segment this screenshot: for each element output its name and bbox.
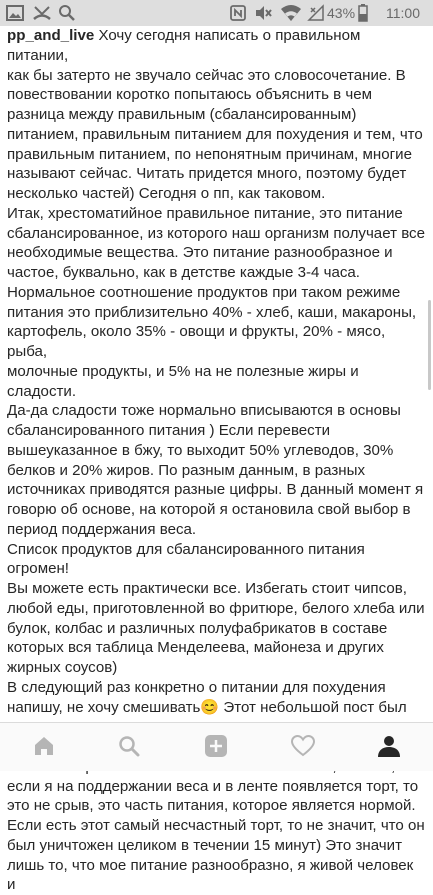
caption-line: это не срыв, это часть питания, которое является нормой. — [7, 796, 425, 816]
caption-line: булок, колбас и различных полуфабрикатов в составе — [7, 619, 425, 639]
post-caption — [7, 26, 425, 716]
caption-line: Да-да сладости тоже нормально вписываются в основы — [7, 401, 425, 421]
caption-line: разница между правильным (сбалансированным) — [7, 105, 425, 125]
battery-icon — [357, 4, 369, 22]
caption-line: повествовании коротко попытаюсь объяснить в чем — [7, 85, 425, 105]
caption-line: белков и 20% жиров. По разным данным, в разных — [7, 461, 425, 481]
caption-line: если я на поддержании веса и в ленте появляется торт, то — [7, 777, 425, 797]
profile-icon[interactable] — [374, 731, 404, 761]
clock: 11:00 — [386, 5, 420, 21]
home-icon[interactable] — [29, 731, 59, 761]
caption-line: pp_and_live Хочу сегодня написать о правильном питании, — [7, 26, 425, 66]
caption-line: Список продуктов для сбалансированного питания огромен! — [7, 540, 425, 580]
caption-line: частое, буквально, как в детстве каждые 3-4 часа. — [7, 263, 425, 283]
caption-line: питания это приблизительно 40% - хлеб, каши, макароны, — [7, 303, 425, 323]
status-bar — [0, 0, 433, 26]
heart-icon[interactable] — [288, 731, 318, 761]
add-post-icon[interactable] — [201, 731, 231, 761]
caption-line: которых вся таблица Менделеева, майонеза и других — [7, 638, 425, 658]
username[interactable]: pp_and_live — [7, 27, 94, 44]
caption-line: В следующий раз конкретно о питании для похудения — [7, 678, 425, 698]
mute-icon — [254, 4, 272, 22]
caption-line: картофель, около 35% - овощи и фрукты, 20% - мясо, рыба, — [7, 322, 425, 362]
caption-line: называют сейчас. Читать придется много, поэтому будет — [7, 164, 425, 184]
caption-line: необходимые вещества. Это питание разнообразное и — [7, 243, 425, 263]
caption-line: источниках приводятся разные цифры. В данный момент я — [7, 480, 425, 500]
caption-line: напишу, не хочу смешивать😊 Этот небольшой пост был — [7, 698, 425, 738]
caption-line: лишь то, что мое питание разнообразно, я живой человек и — [7, 856, 425, 895]
caption-line: говорю об основе, на которой я остановила свой выбор в — [7, 500, 425, 520]
caption-line: правильным питанием, по непонятным причинам, многие — [7, 145, 425, 165]
caption-line: молочные продукты, и 5% на не полезные жиры и сладости. — [7, 362, 425, 402]
caption-line: жирных соусов) — [7, 658, 425, 678]
caption-line: как бы затерто не звучало сейчас это словосочетание. В — [7, 66, 425, 86]
caption-line: вышеуказанное в бжу, то выходит 50% углеводов, 30% — [7, 441, 425, 461]
picture-icon — [6, 4, 24, 22]
caption-line: несколько частей) Сегодня о пп, как таковом. — [7, 184, 425, 204]
search-icon — [58, 4, 76, 22]
caption-line: питанием, правильным питанием для похудения и тем, что — [7, 125, 425, 145]
search-icon[interactable] — [114, 731, 144, 761]
missed-call-icon — [33, 4, 51, 22]
caption-line: Вы можете есть практически все. Избегать стоит чипсов, — [7, 579, 425, 599]
bottom-nav — [0, 722, 433, 771]
caption-line: период поддержания веса. — [7, 520, 425, 540]
nfc-icon — [229, 4, 247, 22]
caption-line: сбалансированное, из которого наш организм получает все — [7, 224, 425, 244]
caption-line: Итак, хрестоматийное правильное питание, это питание — [7, 204, 425, 224]
caption-line: Нормальное соотношение продуктов при таком режиме — [7, 283, 425, 303]
caption-line: Если есть этот самый несчастный торт, то не значит, что он — [7, 816, 425, 836]
wifi-icon — [280, 4, 302, 22]
caption-line: был уничтожен целиком в течении 15 минут) Это значит — [7, 836, 425, 856]
caption-line: сбалансированного питания ) Если перевести — [7, 421, 425, 441]
scrollbar[interactable] — [428, 300, 431, 390]
no-sim-icon — [307, 4, 325, 22]
battery-percent: 43% — [327, 5, 355, 21]
caption-line: любой еды, приготовленной во фритюре, белого хлеба или — [7, 599, 425, 619]
